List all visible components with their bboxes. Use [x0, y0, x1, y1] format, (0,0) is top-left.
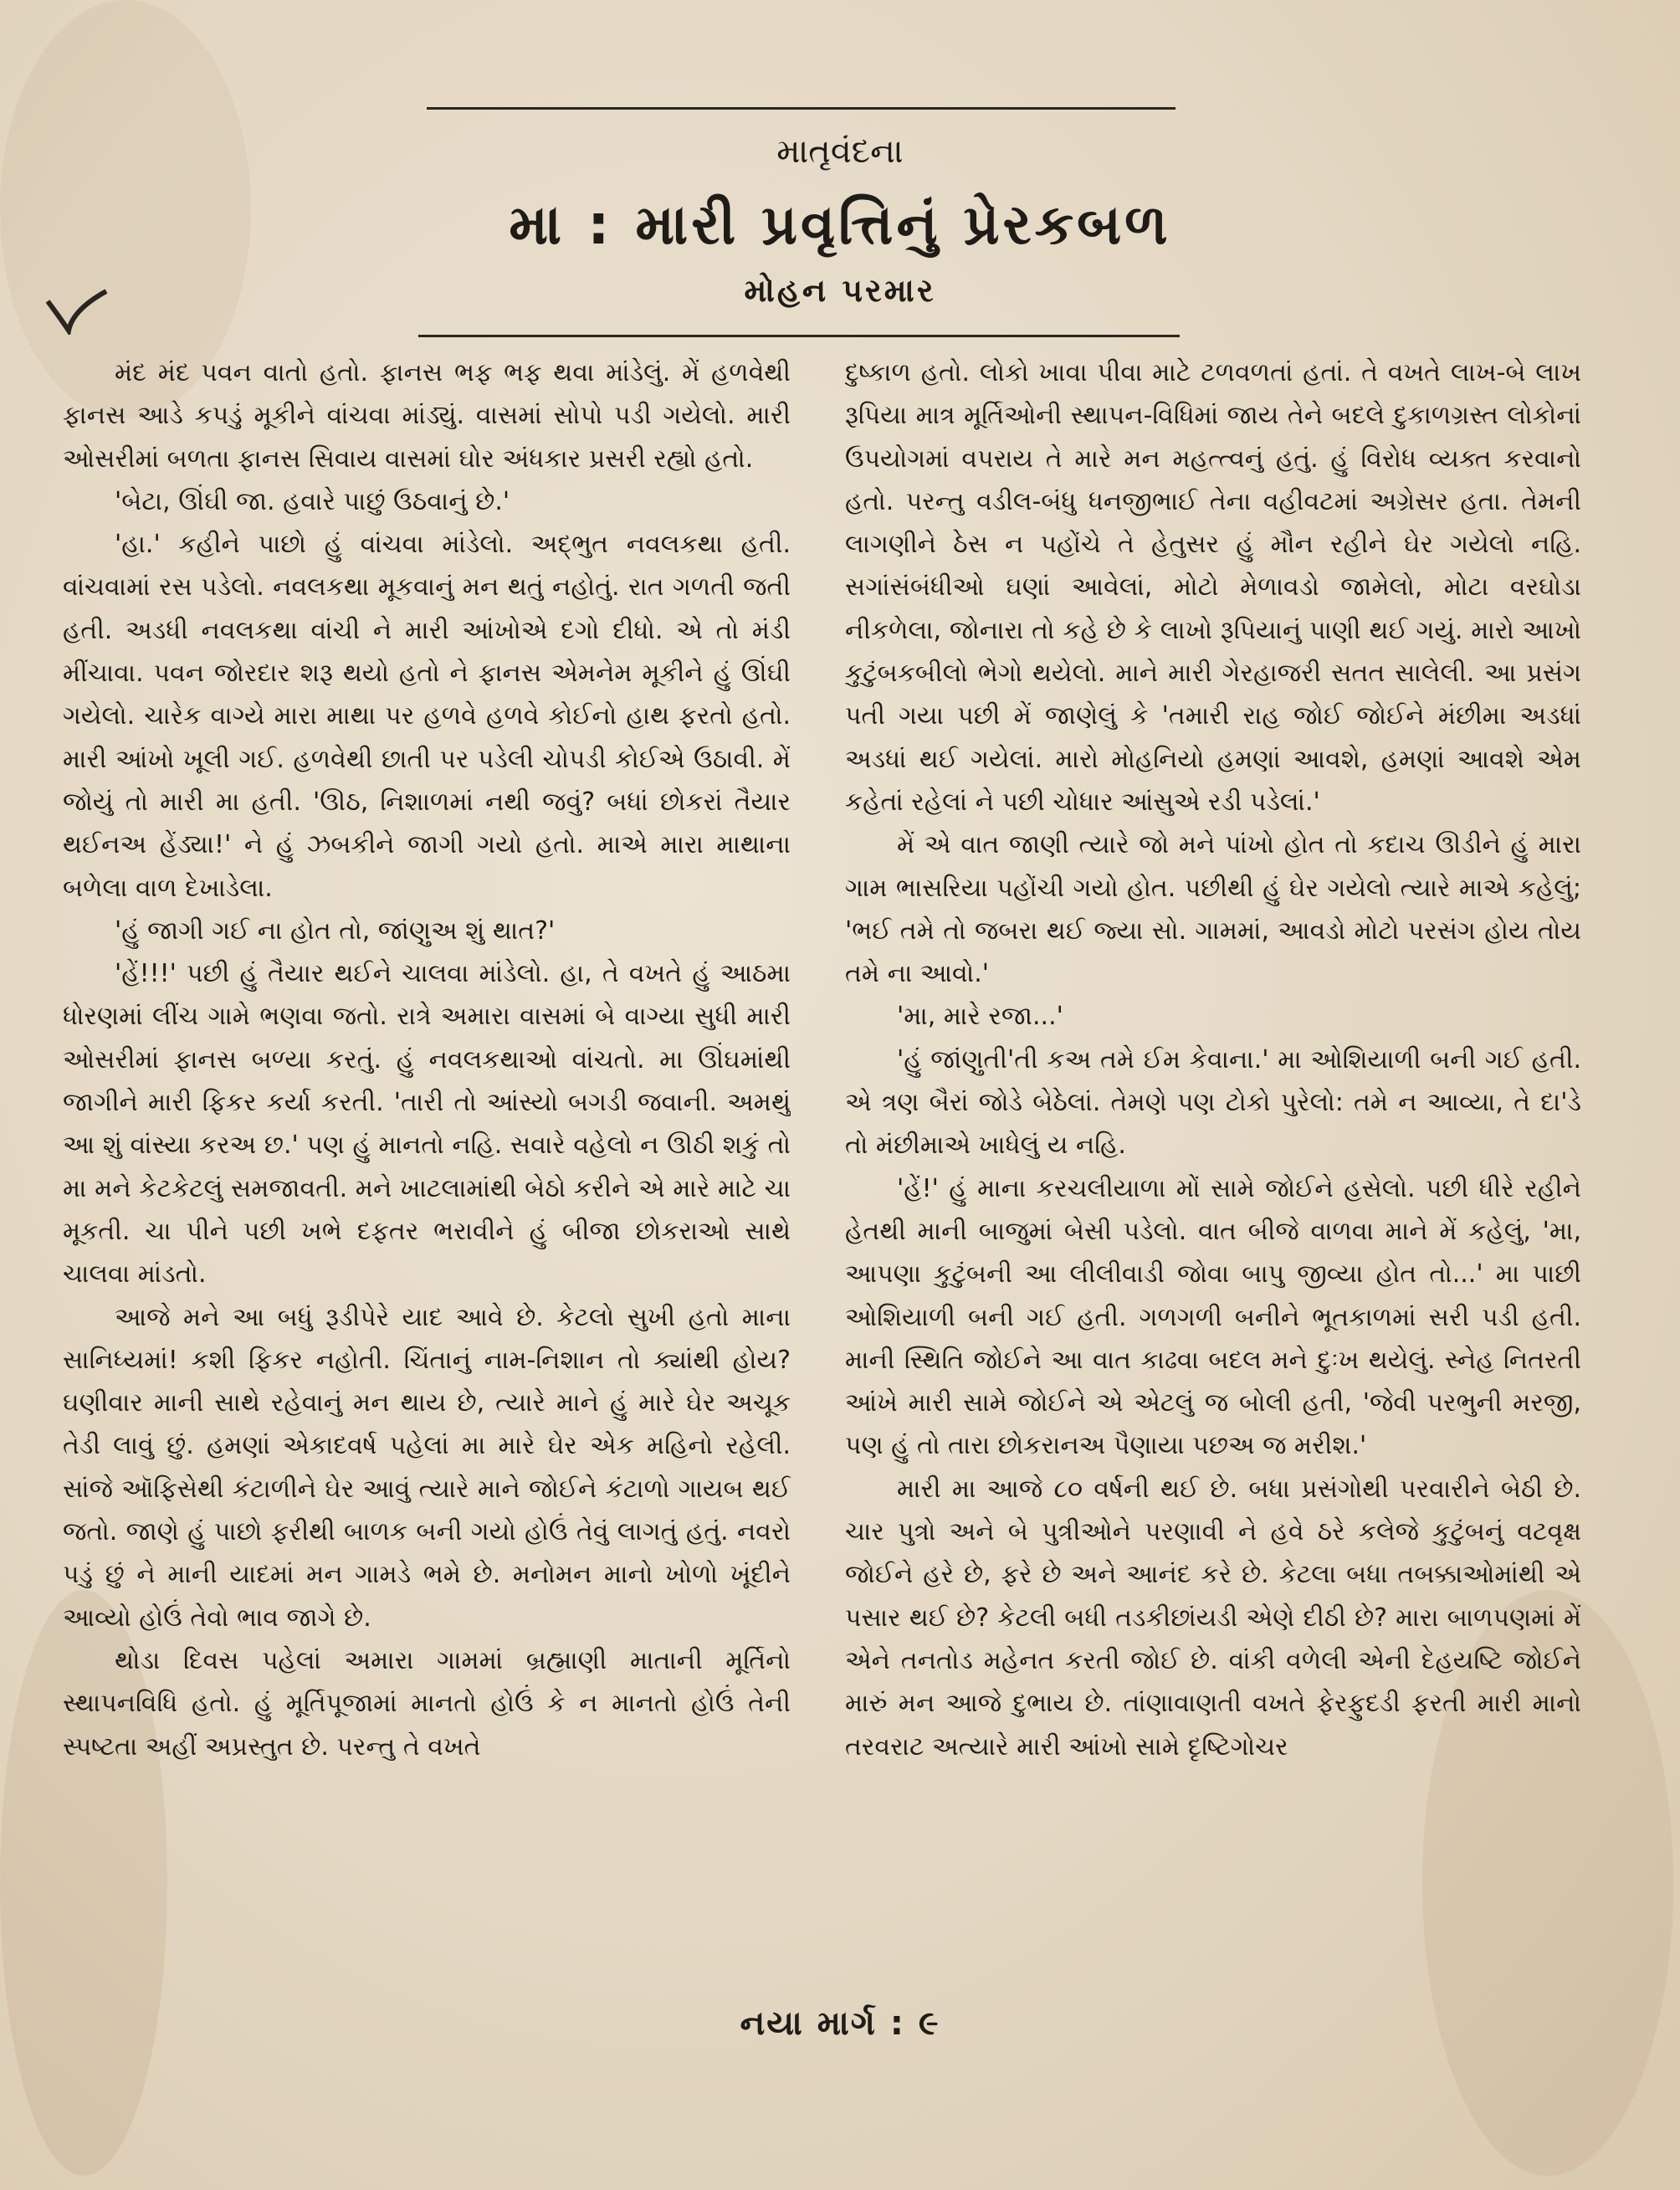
paragraph: મંદ મંદ પવન વાતો હતો. ફાનસ ભફ ભફ થવા માંડેલું. મેં હળવેથી ફાનસ આડે કપડું મૂકીને વાંચવા માંડ્યું. વાસમાં સોપો પડી ગયેલો. મારી ઓસરીમાં બળતા ફાનસ સિવાય વાસમાં ઘોર અંધકાર પ્રસરી રહ્યો હતો. — [63, 358, 791, 474]
paragraph: આજે મને આ બધું રૂડીપેરે યાદ આવે છે. કેટલો સુખી હતો માના સાનિધ્યમાં! કશી ફિકર નહોતી. ચિંતાનું નામ-નિશાન તો ક્યાંથી હોય? ઘણીવાર માની સાથે રહેવાનું મન થાય છે, ત્યારે માને હું મારે ઘેર અચૂક તેડી લાવું છું. હમણાં એકાદવર્ષ પહેલાં મા મારે ઘેર એક મહિનો રહેલી. સાંજે ઑફિસેથી કંટાળીને ઘેર આવું ત્યારે માને જોઈને કંટાળો ગાયબ થઈ જતો. જાણે હું પાછો ફરીથી બાળક બની ગયો હોઉં તેવું લાગતું હતું. નવરો પડું છું ને માની યાદમાં મન ગામડે ભમે છે. મનોમન માનો ખોળો ખૂંદીને આવ્યો હોઉં તેવો ભાવ જાગે છે. — [63, 1302, 791, 1633]
author-name: મોહન પરમાર — [744, 272, 936, 309]
paragraph: દુષ્કાળ હતો. લોકો ખાવા પીવા માટે ટળવળતાં હતાં. તે વખતે લાખ-બે લાખ રૂપિયા માત્ર મૂર્તિઓની સ્થાપન-વિધિમાં જાય તેને બદલે દુકાળગ્રસ્ત લોકોનાં ઉપયોગમાં વપરાય તે મારે મન મહત્ત્વનું હતું. હું વિરોધ વ્યક્ત કરવાનો હતો. પરન્તુ વડીલ-બંધુ ધનજીભાઈ તેના વહીવટમાં અગ્રેસર હતા. તેમની લાગણીને ઠેસ ન પહોંચે તે હેતુસર હું મૌન રહીને ઘેર ગયેલો નહિ. સગાંસંબંધીઓ ઘણાં આવેલાં, મોટો મેળાવડો જામેલો, મોટા વરઘોડા નીકળેલા, જોનારા તો કહે છે કે લાખો રૂપિયાનું પાણી થઈ ગયું. મારો આખો કુટુંબકબીલો ભેગો થયેલો. માને મારી ગેરહાજરી સતત સાલેલી. આ પ્રસંગ પતી ગયા પછી મેં જાણેલું કે 'તમારી રાહ જોઈ જોઈને મંછીમા અડધાં અડધાં થઈ ગયેલાં. મારો મોહનિયો હમણાં આવશે, હમણાં આવશે એમ કહેતાં રહેલાં ને પછી ચોધાર આંસુએ રડી પડેલાં.' — [845, 358, 1581, 817]
paragraph: 'બેટા, ઊંઘી જા. હવારે પાછું ઉઠવાનું છે.' — [115, 486, 510, 516]
paragraph: 'હેં!!!' પછી હું તૈયાર થઈને ચાલવા માંડેલો. હા, તે વખતે હું આઠમા ધોરણમાં લીંચ ગામે ભણવા જતો. રાત્રે અમારા વાસમાં બે વાગ્યા સુધી મારી ઓસરીમાં ફાનસ બળ્યા કરતું. હું નવલકથાઓ વાંચતો. મા ઊંઘમાંથી જાગીને મારી ફિકર કર્યા કરતી. 'તારી તો આંસ્યો બગડી જવાની. અમથું આ શું વાંસ્યા કરઅ છ.' પણ હું માનતો નહિ. સવારે વહેલો ન ઊઠી શકું તો મા મને કેટકેટલું સમજાવતી. મને ખાટલામાંથી બેઠો કરીને એ મારે માટે ચા મૂકતી. ચા પીને પછી ખભે દફતર ભરાવીને હું બીજા છોકરાઓ સાથે ચાલવા માંડતો. — [63, 959, 791, 1290]
paragraph: 'હું જાંણુતી'તી કઅ તમે ઈમ કેવાના.' મા ઓશિયાળી બની ગઈ હતી. એ ત્રણ બૈરાં જોડે બેઠેલાં. તેમણે પણ ટોકો પુરેલો: તમે ન આવ્યા, તે દા'ડે તો મંછીમાએ ખાધેલું ય નહિ. — [845, 1044, 1581, 1161]
paragraph: 'મા, મારે રજા...' — [897, 1002, 1063, 1032]
article-title: મા : મારી પ્રવૃત્તિનું પ્રેરકબળ — [509, 192, 1171, 257]
column-left — [63, 351, 791, 2017]
paragraph: થોડા દિવસ પહેલાં અમારા ગામમાં બ્રહ્માણી માતાની મૂર્તિનો સ્થાપનવિધિ હતો. હું મૂર્તિપૂજામાં માનતો હોઉં કે ન માનતો હોઉં તેની સ્પષ્ટતા અહીં અપ્રસ્તુત છે. પરન્તુ તે વખતે — [63, 1645, 791, 1762]
byline-rule — [418, 335, 1180, 337]
paragraph: 'હા.' કહીને પાછો હું વાંચવા માંડેલો. અદ્ભુત નવલકથા હતી. વાંચવામાં રસ પડેલો. નવલકથા મૂકવાનું મન થતું નહોતું. રાત ગળતી જતી હતી. અડધી નવલકથા વાંચી ને મારી આંખોએ દગો દીધો. એ તો મંડી મીંચાવા. પવન જોરદાર શરૂ થયો હતો ને ફાનસ એમનેમ મૂકીને હું ઊંઘી ગયેલો. ચારેક વાગ્યે મારા માથા પર હળવે હળવે કોઈનો હાથ ફરતો હતો. મારી આંખો ખૂલી ગઈ. હળવેથી છાતી પર પડેલી ચોપડી કોઈએ ઉઠાવી. મેં જોયું તો મારી મા હતી. 'ઊઠ, નિશાળમાં નથી જવું? બધાં છોકરાં તૈયાર થઈનઅ હેંડ્યા!' ને હું ઝબકીને જાગી ગયો હતો. માએ મારા માથાના બળેલા વાળ દેખાડેલા. — [63, 530, 791, 903]
paragraph: 'હેં!' હું માના કરચલીયાળા મોં સામે જોઈને હસેલો. પછી ધીરે રહીને હેતથી માની બાજુમાં બેસી પડેલો. વાત બીજે વાળવા માને મેં કહેલું, 'મા, આપણા કુટુંબની આ લીલીવાડી જોવા બાપુ જીવ્યા હોત તો...' મા પાછી ઓશિયાળી બની ગઈ હતી. ગળગળી બનીને ભૂતકાળમાં સરી પડી હતી. માની સ્થિતિ જોઈને આ વાત કાઢવા બદલ મને દુઃખ થયેલું. સ્નેહ નિતરતી આંખે મારી સામે જોઈને એ એટલું જ બોલી હતી, 'જેવી પરભુની મરજી, પણ હું તો તારા છોકરાનઅ પૈણાયા પછઅ જ મરીશ.' — [845, 1173, 1581, 1461]
paragraph: 'હું જાગી ગઈ ના હોત તો, જાંણુઅ શું થાત?' — [115, 915, 556, 946]
column-right — [845, 351, 1581, 2017]
paragraph: મેં એ વાત જાણી ત્યારે જો મને પાંખો હોત તો કદાચ ઊડીને હું મારા ગામ ભાસરિયા પહોંચી ગયો હોત. પછીથી હું ઘેર ગયેલો ત્યારે માએ કહેલું; 'ભઈ તમે તો જબરા થઈ જ્યા સો. ગામમાં, આવડો મોટો પરસંગ હોય તોય તમે ના આવો.' — [845, 830, 1581, 989]
top-rule — [427, 107, 1175, 110]
paragraph: મારી મા આજે ૮૦ વર્ષની થઈ છે. બધા પ્રસંગોથી પરવારીને બેઠી છે. ચાર પુત્રો અને બે પુત્રીઓને પરણાવી ને હવે ઠરે કલેજે કુટુંબનું વટવૃક્ષ જોઈને હરે છે, ફરે છે અને આનંદ કરે છે. કેટલા બધા તબક્કાઓમાંથી એ પસાર થઈ છે? કેટલી બધી તડકીછાંયડી એણે દીઠી છે? મારા બાળપણમાં મેં એને તનતોડ મહેનત કરતી જોઈ છે. વાંકી વળેલી એની દેહયષ્ટિ જોઈને મારું મન આજે દુભાય છે. તાંણાવાણતી વખતે ફેરફુદડી ફરતી મારી માનો તરવરાટ અત્યારે મારી આંખો સામે દૃષ્ટિગોચર — [845, 1474, 1581, 1762]
kicker: માતૃવંદના — [776, 132, 904, 171]
page-footer: નયા માર્ગ : ૯ — [740, 2004, 940, 2043]
